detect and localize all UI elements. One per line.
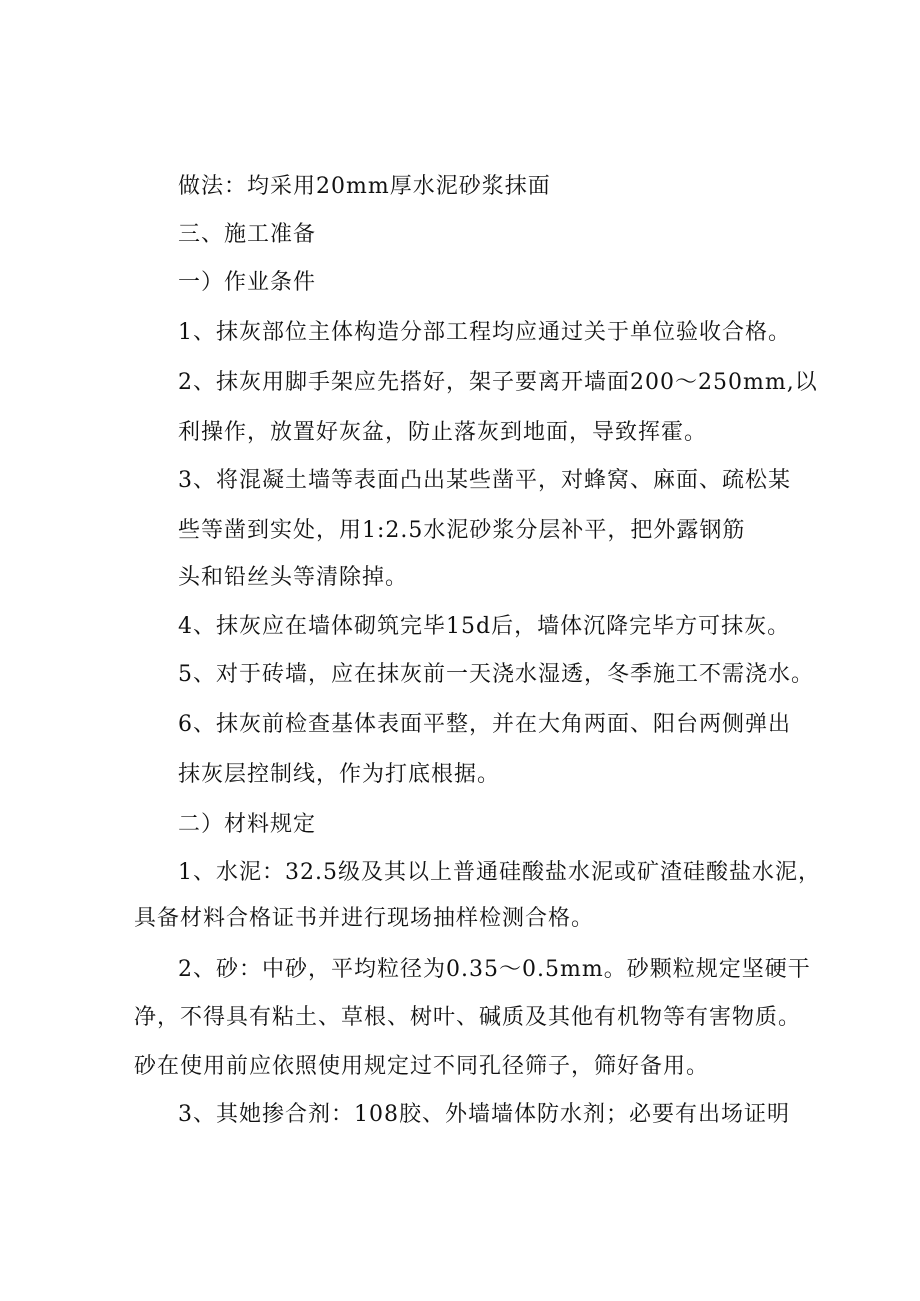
paragraph-line: 6、抹灰前检查基体表面平整，并在大角两面、阳台两侧弹出: [178, 712, 791, 737]
paragraph-line: 5、对于砖墙，应在抹灰前一天浇水湿透，冬季施工不需浇水。: [178, 662, 814, 687]
subsection-heading: 一）作业条件: [178, 270, 317, 295]
paragraph-line: 抹灰层控制线，作为打底根据。: [178, 762, 501, 787]
paragraph-line: 1、抹灰部位主体构造分部工程均应通过关于单位验收合格。: [178, 320, 791, 345]
paragraph-line: 砂在使用前应依照使用规定过不同孔径筛子，筛好备用。: [134, 1054, 710, 1079]
paragraph-line: 2、抹灰用脚手架应先搭好，架子要离开墙面200～250mm,以: [178, 370, 818, 395]
paragraph-line: 具备材料合格证书并进行现场抽样检测合格。: [134, 906, 595, 931]
subsection-heading: 二）材料规定: [178, 812, 317, 837]
section-heading: 三、施工准备: [178, 222, 317, 247]
paragraph-line: 3、将混凝土墙等表面凸出某些凿平，对蜂窝、麻面、疏松某: [178, 468, 791, 493]
method-line: 做法：均采用20mm厚水泥砂浆抹面: [178, 174, 551, 199]
paragraph-line: 利操作，放置好灰盆，防止落灰到地面，导致挥霍。: [178, 420, 708, 445]
paragraph-line: 3、其她掺合剂：108胶、外墙墙体防水剂；必要有出场证明: [178, 1102, 790, 1127]
paragraph-line: 净，不得具有粘土、草根、树叶、碱质及其他有机物等有害物质。: [134, 1005, 802, 1030]
paragraph-line: 些等凿到实处，用1:2.5水泥砂浆分层补平，把外露钢筋: [178, 518, 746, 543]
paragraph-line: 4、抹灰应在墙体砌筑完毕15d后，墙体沉降完毕方可抹灰。: [178, 614, 791, 639]
paragraph-line: 头和铅丝头等清除掉。: [178, 565, 409, 590]
paragraph-line: 2、砂：中砂，平均粒径为0.35～0.5mm。砂颗粒规定坚硬干: [178, 957, 811, 982]
paragraph-line: 1、水泥：32.5级及其以上普通硅酸盐水泥或矿渣硅酸盐水泥，: [178, 860, 821, 885]
